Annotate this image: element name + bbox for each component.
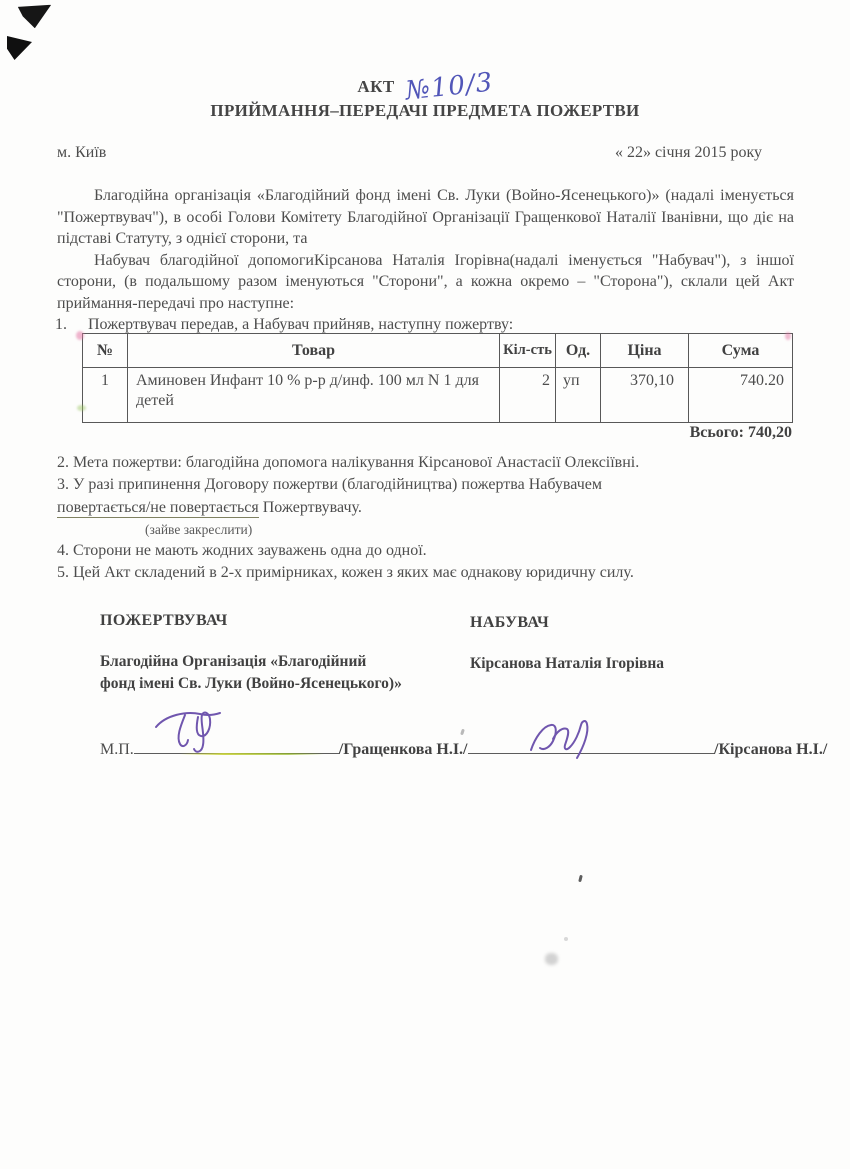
document-title-block xyxy=(0,67,850,122)
total-line: Всього: 740,20 xyxy=(689,424,792,441)
clause-4: 4. Сторони не мають жодних зауважень одна до одної. xyxy=(57,541,427,559)
document-title: АКТ xyxy=(357,77,395,96)
clause-5: 5. Цей Акт складений в 2-х примірниках, кожен з яких має однакову юридичну силу. xyxy=(57,564,634,582)
col-header-sum: Сума xyxy=(689,334,793,368)
donor-org-line1: Благодійна Організація «Благодійний xyxy=(100,653,367,670)
col-header-quantity: Кіл-сть xyxy=(500,334,556,368)
handwritten-act-number: №10/3 xyxy=(403,67,495,107)
cell-item: Аминовен Инфант 10 % р-р д/инф. 100 мл N 1 для детей xyxy=(128,368,500,423)
donor-signature-column xyxy=(100,612,450,695)
col-header-unit: Од. xyxy=(556,334,601,368)
clause-3-tail: Пожертвувачу. xyxy=(258,498,362,516)
recipient-signature-line xyxy=(468,740,714,754)
donor-signature-row xyxy=(100,740,468,759)
recipient-signatory-name: /Кірсанова Н.І./ xyxy=(714,741,828,758)
recipient-heading: НАБУВАЧ xyxy=(470,614,550,631)
donor-signatory-name: /Гращенкова Н.І./ xyxy=(338,741,468,758)
paragraph-recipient: Набувач благодійної допомогиКірсанова Наталія Ігорівна(надалі іменується "Набувач"), з іншої сторони, (в подальшому разом іменуються "Сторони", а кожна окремо – "Сторона"), склали цей Акт приймання-передачі про наступне: xyxy=(57,251,794,312)
cell-number: 1 xyxy=(83,368,128,423)
donor-organization-name xyxy=(100,651,450,695)
recipient-signature-row xyxy=(468,740,827,759)
paragraph-donor: Благодійна організація «Благодійний фонд імені Св. Луки (Войно-Ясенецького)» (надалі іменується "Пожертвувач"), в особі Голови Комітету Благодійної Організації Гращенкової Наталії Іванівни, що діє на підставі Статуту, з однієї сторони, та xyxy=(57,187,794,248)
recipient-person-name: Кірсанова Наталія Ігорівна xyxy=(470,655,665,672)
clause-3-line1: 3. У разі припинення Договору пожертви (благодійництва) пожертва Набувачем xyxy=(57,476,602,494)
donor-signature-line xyxy=(134,740,339,754)
date-label: « 22» січня 2015 року xyxy=(614,144,762,161)
scan-smudge xyxy=(785,332,791,340)
scan-smudge xyxy=(77,405,86,411)
scan-speck xyxy=(460,729,465,736)
cell-quantity: 2 xyxy=(500,368,556,423)
scan-speck xyxy=(545,953,558,965)
clause-1-text: Пожертвувач передав, а Набувач прийняв, наступну пожертву: xyxy=(88,316,514,333)
donor-heading: ПОЖЕРТВУВАЧ xyxy=(100,612,228,629)
table-header-row xyxy=(83,334,793,368)
clause-2: 2. Мета пожертви: благодійна допомога налікування Кірсанової Анастасії Олексіївні. xyxy=(57,454,640,471)
document-subtitle: ПРИЙМАННЯ–ПЕРЕДАЧІ ПРЕДМЕТА ПОЖЕРТВИ xyxy=(210,101,640,120)
cell-unit: уп xyxy=(556,368,601,423)
title-line1 xyxy=(0,67,850,107)
city-label: м. Київ xyxy=(57,144,107,161)
mp-label: М.П. xyxy=(100,741,134,758)
scan-speck xyxy=(578,875,583,883)
donor-org-line2: фонд імені Св. Луки (Войно-Ясенецького)» xyxy=(100,675,402,692)
cell-price: 370,10 xyxy=(601,368,689,423)
scan-smudge xyxy=(76,331,84,340)
col-header-price: Ціна xyxy=(601,334,689,368)
col-header-number: № xyxy=(83,334,128,368)
scan-corner-mark-icon xyxy=(16,1,51,29)
recipient-signature-column xyxy=(470,614,820,675)
preamble xyxy=(57,185,794,315)
clause-3-line2 xyxy=(57,497,797,519)
scan-speck xyxy=(564,937,568,941)
cell-sum: 740.20 xyxy=(689,368,793,423)
table-row xyxy=(83,368,793,423)
scan-corner-mark-icon xyxy=(7,35,32,60)
strike-note: (зайве закреслити) xyxy=(145,521,253,537)
city-date-line xyxy=(57,144,762,162)
clause-1-number: 1. xyxy=(55,316,67,333)
clause-1 xyxy=(55,316,794,334)
donation-table xyxy=(82,333,793,423)
col-header-item: Товар xyxy=(128,334,500,368)
clause-3-underlined-choice: повертається/не повертається xyxy=(57,498,259,516)
clauses-block xyxy=(57,452,797,584)
